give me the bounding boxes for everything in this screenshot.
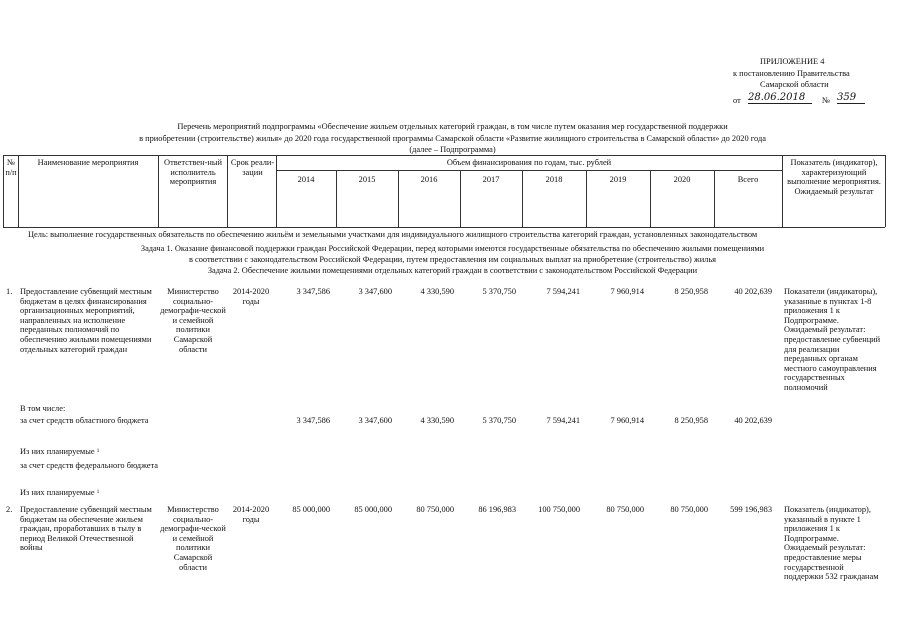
row-2-term: 2014-2020 годы: [232, 505, 270, 524]
footnote-mark: 1: [96, 448, 100, 454]
header-year-2016: 2016: [420, 175, 438, 184]
row-1-value-2019: 7 960,914: [610, 287, 644, 296]
row-1-value-2016: 4 330,590: [420, 287, 454, 296]
row-2-value-2016: 80 750,000: [416, 505, 454, 514]
appendix-no: №: [822, 96, 830, 105]
row-2-value-2020: 80 750,000: [670, 505, 708, 514]
header-year-2018: 2018: [545, 175, 563, 184]
row-1-value-2018: 7 594,241: [546, 287, 580, 296]
row-1-planned-1-label: Из них планируемые: [20, 447, 95, 456]
row-1-planned-2-label: Из них планируемые: [20, 488, 95, 497]
header-term: Срок реали-зации: [230, 158, 275, 177]
appendix-ot: от: [733, 96, 741, 105]
row-1-regional-2014: 3 347,586: [296, 416, 330, 425]
header-no: № п/п: [5, 158, 17, 177]
appendix-date: 28.06.2018: [748, 93, 812, 104]
row-2-value-2019: 80 750,000: [606, 505, 644, 514]
row-1-value-2015: 3 347,600: [358, 287, 392, 296]
row-1-executor: Министерство социально-демографи-ческой и семейной политики Самарской области: [160, 287, 226, 354]
row-1-regional-2015: 3 347,600: [358, 416, 392, 425]
row-1-value-2014: 3 347,586: [296, 287, 330, 296]
task-2: Задача 2. Обеспечение жилыми помещениями отдельных категорий граждан в соответствии с законодательством Российской Федерации: [207, 266, 698, 275]
row-1-regional-2018: 7 594,241: [546, 416, 580, 425]
header-year-2017: 2017: [482, 175, 500, 184]
header-indicator: Показатель (индикатор), характеризующий выполнение мероприятия. Ожидаемый результат: [787, 158, 881, 196]
row-1-value-2017: 5 370,750: [482, 287, 516, 296]
row-1-regional-2016: 4 330,590: [420, 416, 454, 425]
row-1-value-2020: 8 250,958: [674, 287, 708, 296]
row-1-regional-2020: 8 250,958: [674, 416, 708, 425]
row-2-name: Предоставление субвенций местным бюджетам на обеспечение жильем граждан, проработавших в тылу в период Великой Отечественной войны: [20, 505, 152, 553]
row-1-planned-2: [20, 488, 99, 498]
header-year-2019: 2019: [609, 175, 627, 184]
header-name: Наименование мероприятия: [37, 158, 139, 167]
doc-title-line-1: Перечень мероприятий подпрограммы «Обеспечение жильем отдельных категорий граждан, в том числе путем оказания мер государственной поддержки: [177, 122, 728, 131]
row-2-value-total: 599 196,983: [730, 505, 772, 514]
row-2-value-2017: 86 196,983: [478, 505, 516, 514]
row-1-regional-total: 40 202,639: [734, 416, 772, 425]
task-1-line-2: в соответствии с законодательством Российской Федерации, путем предоставления им социальных выплат на приобретение (строительство) жилья: [188, 255, 717, 264]
row-1-name: Предоставление субвенций местным бюджетам в целях финансирования организационных мероприятий, направленных на исполнение переданных полномочий по обеспечению жилыми помещениями отдельных категорий граждан: [20, 287, 152, 354]
row-1-planned-1: [20, 447, 99, 457]
row-1-term: 2014-2020 годы: [232, 287, 270, 306]
row-1-sub-federal: за счет средств федерального бюджета: [20, 461, 158, 470]
row-1-value-total: 40 202,639: [734, 287, 772, 296]
row-2-value-2018: 100 750,000: [538, 505, 580, 514]
header-total: Всего: [737, 175, 759, 184]
row-1-regional-2017: 5 370,750: [482, 416, 516, 425]
header-year-2014: 2014: [297, 175, 315, 184]
row-1-sub-intro: В том числе:: [20, 404, 66, 413]
task-1-line-1: Задача 1. Оказание финансовой поддержки граждан Российской Федерации, перед которыми имеются государственные обязательства по обеспечению жилыми помещениями: [140, 244, 765, 253]
doc-title-line-2: в приобретении (строительстве) жилья» до 2020 года государственной программы Самарской области «Развитие жилищного строительства в Самарской области» до 2020 года: [139, 134, 766, 143]
row-1-indicator: Показатели (индикаторы), указанные в пунктах 1-8 приложения 1 к Подпрограмме. Ожидаемый результат: предоставление субвенций для реализации переданных органам местного самоуправления государственных полномочий: [784, 287, 881, 392]
header-year-2020: 2020: [673, 175, 691, 184]
doc-title-line-3: (далее – Подпрограмма): [409, 145, 496, 154]
row-2-indicator: Показатель (индикатор), указанный в пункте 1 приложения 1 к Подпрограмме. Ожидаемый результат: предоставление меры государственной поддержки 532 гражданам: [784, 505, 879, 582]
appendix-title: ПРИЛОЖЕНИЕ 4: [760, 57, 825, 66]
row-1-sub-regional: за счет средств областного бюджета: [20, 416, 149, 425]
row-2-value-2014: 85 000,000: [292, 505, 330, 514]
appendix-line-1: к постановлению Правительства: [733, 69, 850, 78]
row-2-no: 2.: [6, 505, 13, 514]
row-2-value-2015: 85 000,000: [354, 505, 392, 514]
footnote-mark: 1: [96, 489, 100, 495]
row-1-no: 1.: [6, 287, 13, 296]
goal-text: Цель: выполнение государственных обязательств по обеспечению жильём и земельными участками для индивидуального жилищного строительства категорий граждан, установленных законодательством: [28, 230, 758, 239]
header-funding: Объем финансирования по годам, тыс. рублей: [446, 158, 612, 167]
row-1-regional-2019: 7 960,914: [610, 416, 644, 425]
appendix-number: 359: [837, 93, 865, 104]
header-executor: Ответствен-ный исполнитель мероприятия: [164, 158, 222, 187]
header-year-2015: 2015: [358, 175, 376, 184]
appendix-line-2: Самарской области: [760, 80, 829, 89]
row-2-executor: Министерство социально-демографи-ческой и семейной политики Самарской области: [160, 505, 226, 572]
